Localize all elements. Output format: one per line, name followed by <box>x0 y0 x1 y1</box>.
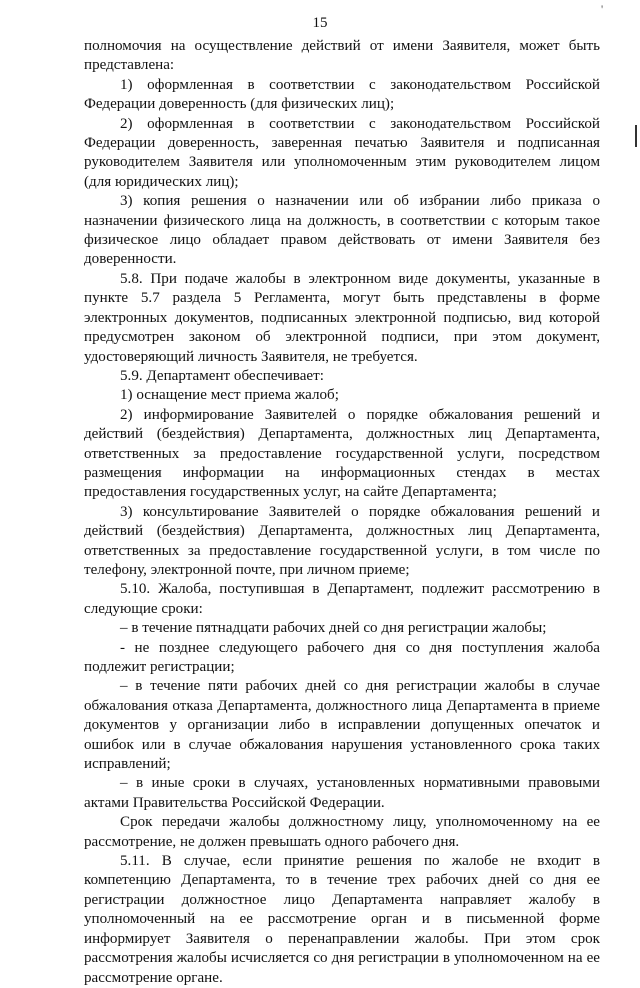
paragraph: 5.8. При подаче жалобы в электронном виде документы, указанные в пункте 5.7 раздела 5 Регламента, могут быть представлены в форме электронных документов, подписанных электронной подписью, вид которой предусмотрен законом об электронной подписи, при этом документ, удостоверяющий личность Заявителя, не требуется. <box>84 270 600 365</box>
page-number: 15 <box>312 15 328 31</box>
paragraph: 2) информирование Заявителей о порядке обжалования решений и действий (бездействия) Департамента, должностных лиц Департамента, ответственных за предоставление государственной услуги, посредством размещения информации на информационных стендах в местах предоставления государственных услуг, на сайте Департамента; <box>84 406 600 501</box>
paragraph: полномочия на осуществление действий от имени Заявителя, может быть представлена: <box>84 38 600 74</box>
corner-mark: ' <box>601 2 604 16</box>
paragraph: – в течение пяти рабочих дней со дня регистрации жалобы в случае обжалования отказа Департамента, должностного лица Департамента в приеме документов у организации либо в исправлении допущенных опечаток и ошибок или в случае обжалования нарушения установленного срока таких исправлений; <box>84 678 600 773</box>
paragraph: 5.9. Департамент обеспечивает: <box>120 367 324 384</box>
paragraph: 5.10. Жалоба, поступившая в Департамент, подлежит рассмотрению в следующие сроки: <box>84 581 600 617</box>
paragraph: – в течение пятнадцати рабочих дней со дня регистрации жалобы; <box>120 620 547 637</box>
paragraph: 2) оформленная в соответствии с законодательством Российской Федерации доверенность, заверенная печатью Заявителя и подписанная руководителем Заявителя или уполномоченным этим руководителем лицом (для юридических лиц); <box>84 115 600 190</box>
paragraph: – в иные сроки в случаях, установленных нормативными правовыми актами Правительства Российской Федерации. <box>84 775 600 811</box>
paragraph: 1) оформленная в соответствии с законодательством Российской Федерации доверенность (для физических лиц); <box>84 76 600 113</box>
paragraph: 5.11. В случае, если принятие решения по жалобе не входит в компетенцию Департамента, то в течение трех рабочих дней со дня ее регистрации должностное лицо Департамента направляет жалобу в уполномоченный на ее рассмотрение орган и в письменной форме информирует Заявителя о перенаправлении жалобы. При этом срок рассмотрения жалобы исчисляется со дня регистрации в уполномоченном на ее рассмотрение органе. <box>84 853 600 986</box>
paragraph: Срок передачи жалобы должностному лицу, уполномоченному на ее рассмотрение, не должен превышать одного рабочего дня. <box>84 814 600 850</box>
paragraph: 1) оснащение мест приема жалоб; <box>120 387 339 404</box>
paragraph: - не позднее следующего рабочего дня со дня поступления жалоба подлежит регистрации; <box>84 639 600 675</box>
document-body <box>84 37 600 988</box>
paragraph: 3) консультирование Заявителей о порядке обжалования решений и действий (бездействия) Департамента, должностных лиц Департамента, ответственных за предоставление государственной услуги, в том числе по телефону, электронной почте, при личном приеме; <box>84 503 600 578</box>
margin-tick-mark <box>635 125 637 147</box>
paragraph: 3) копия решения о назначении или об избрании либо приказа о назначении физического лица на должность, в соответствии с которым такое физическое лицо обладает правом действовать от имени Заявителя без доверенности. <box>84 193 600 268</box>
